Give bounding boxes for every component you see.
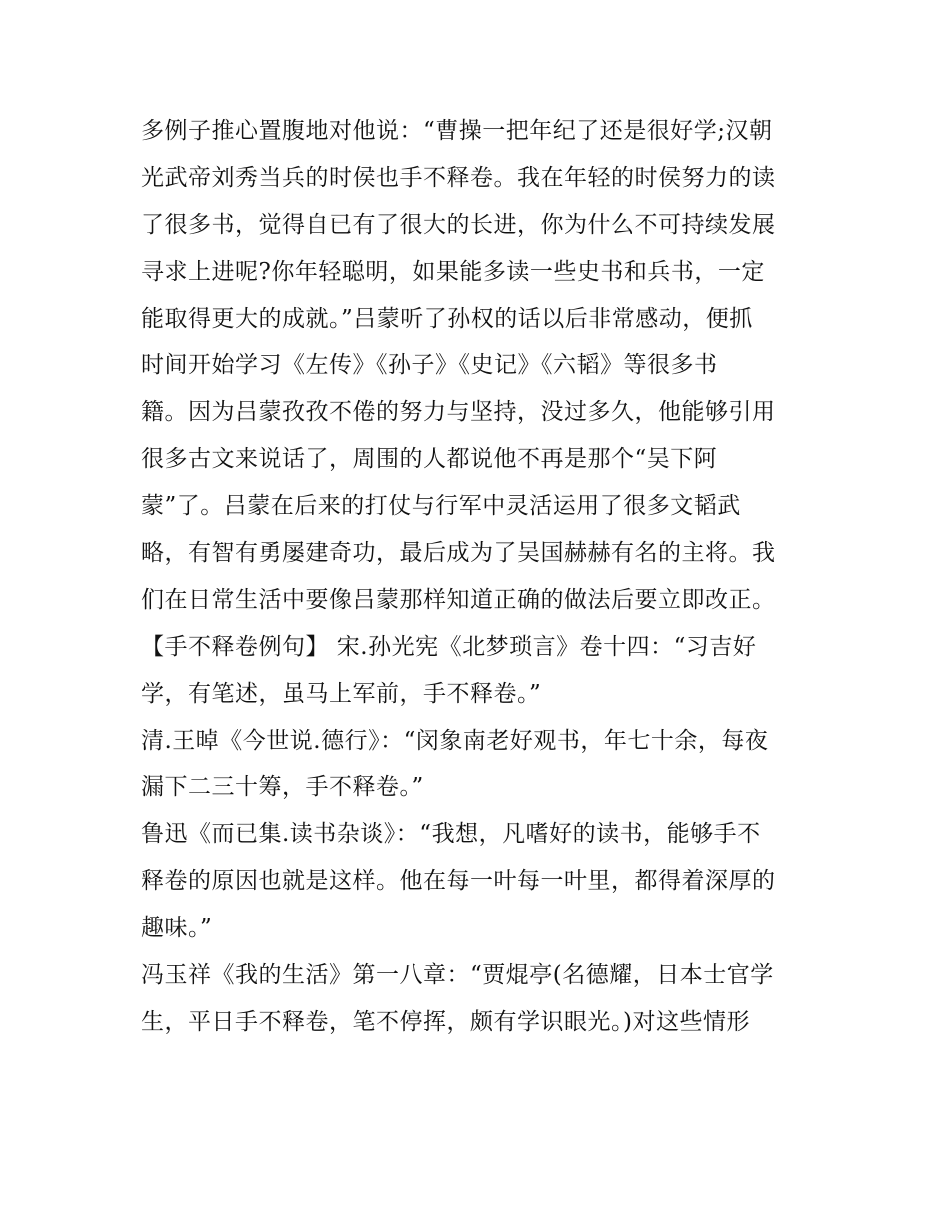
text-line: 生，平日手不释卷，笔不停挥，颇有学识眼光。)对这些情形 — [141, 1008, 750, 1035]
text-line: 释卷的原因也就是这样。他在每一叶每一叶里，都得着深厚的 — [141, 868, 776, 895]
text-line: 蒙”了。吕蒙在后来的打仗与行军中灵活运用了很多文韬武 — [141, 493, 741, 520]
text-line: 们在日常生活中要像吕蒙那样知道正确的做法后要立即改正。 — [141, 586, 776, 613]
example-heading-line: 【手不释卷例句】 宋.孙光宪《北梦琐言》卷十四：“习吉好 — [141, 633, 757, 660]
text-line: 光武帝刘秀当兵的时侯也手不释卷。我在年轻的时侯努力的读 — [141, 164, 776, 191]
text-line: 略，有智有勇屡建奇功，最后成为了吴国赫赫有名的主将。我 — [141, 540, 776, 567]
text-line: 鲁迅《而已集.读书杂谈》：“我想，凡嗜好的读书，能够手不 — [141, 821, 761, 848]
text-line: 寻求上进呢?你年轻聪明，如果能多读一些史书和兵书，一定 — [141, 258, 765, 285]
text-line: 漏下二三十筹，手不释卷。” — [141, 774, 424, 801]
text-line: 清.王晫《今世说.德行》：“闵象南老好观书，年七十余，每夜 — [141, 727, 769, 754]
text-line: 能取得更大的成就。”吕蒙听了孙权的话以后非常感动，便抓 — [141, 305, 753, 332]
text-line: 很多古文来说话了，周围的人都说他不再是那个“吴下阿 — [141, 446, 718, 473]
text-line: 籍。因为吕蒙孜孜不倦的努力与坚持，没过多久，他能够引用 — [141, 399, 776, 426]
text-line: 多例子推心置腹地对他说：“曹操一把年纪了还是很好学;汉朝 — [141, 118, 773, 144]
text-line: 时间开始学习《左传》《孙子》《史记》《六韬》等很多书 — [141, 352, 718, 379]
text-line: 学，有笔述，虽马上军前，手不释卷。” — [141, 680, 542, 707]
text-line: 了很多书，觉得自已有了很大的长进，你为什么不可持续发展 — [141, 211, 776, 238]
text-line: 冯玉祥《我的生活》第一八章：“贾焜亭(名德耀，日本士官学 — [141, 962, 774, 989]
body-text — [141, 108, 821, 1046]
text-line: 趣味。” — [141, 915, 213, 942]
